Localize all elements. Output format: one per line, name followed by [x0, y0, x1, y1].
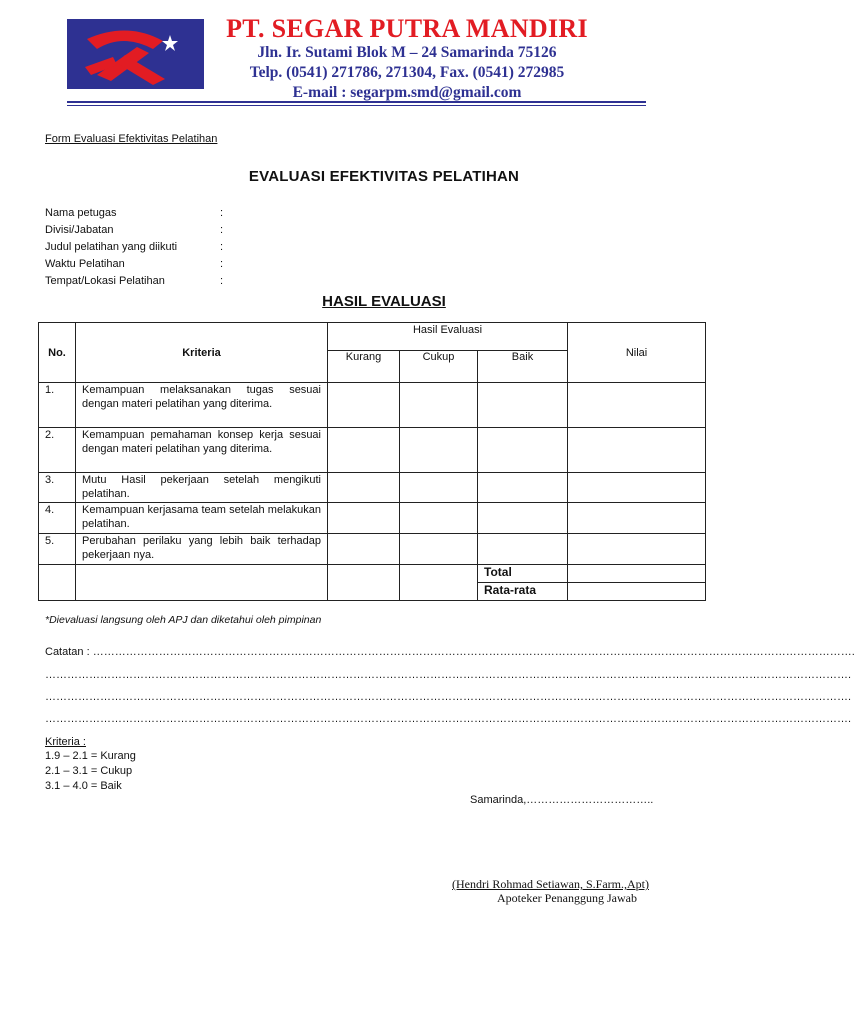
header-divider: [67, 101, 646, 103]
table-row: [39, 503, 706, 534]
average-value-cell[interactable]: [568, 583, 706, 601]
header-kurang: Kurang: [328, 351, 400, 383]
header-cukup: Cukup: [400, 351, 478, 383]
average-label: Rata-rata: [478, 583, 568, 601]
row-criteria: Mutu Hasil pekerjaan setelah mengikuti pelatihan.: [76, 473, 328, 503]
header-no: No.: [39, 323, 76, 383]
row-criteria: Kemampuan melaksanakan tugas sesuai dengan materi pelatihan yang diterima.: [76, 383, 328, 428]
header-result: Hasil Evaluasi: [328, 323, 568, 351]
catatan-line-3: ………………………………………………………………………………………………………………………………………………………………………………………………….: [45, 691, 852, 703]
blank-cell: [400, 565, 478, 601]
cell-nilai[interactable]: [568, 428, 706, 473]
row-criteria: Perubahan perilaku yang lebih baik terhadap pekerjaan nya.: [76, 534, 328, 565]
cell-nilai[interactable]: [568, 534, 706, 565]
field-label-nama: Nama petugas: [45, 207, 117, 219]
row-criteria: Kemampuan pemahaman konsep kerja sesuai dengan materi pelatihan yang diterima.: [76, 428, 328, 473]
blank-cell: [328, 565, 400, 601]
cell-nilai[interactable]: [568, 383, 706, 428]
field-label-waktu: Waktu Pelatihan: [45, 258, 125, 270]
cell-baik[interactable]: [478, 473, 568, 503]
cell-kurang[interactable]: [328, 473, 400, 503]
cell-baik[interactable]: [478, 534, 568, 565]
total-label: Total: [478, 565, 568, 583]
kriteria-line-baik: 3.1 – 4.0 = Baik: [45, 780, 122, 792]
cell-kurang[interactable]: [328, 383, 400, 428]
catatan-line-1: Catatan : ……………………………………………………………………………………………………………………………………………………………………………………….: [45, 646, 855, 658]
row-number: 4.: [39, 503, 76, 534]
cell-baik[interactable]: [478, 428, 568, 473]
header-criteria: Kriteria: [76, 323, 328, 383]
field-label-tempat: Tempat/Lokasi Pelatihan: [45, 275, 165, 287]
company-name: PT. SEGAR PUTRA MANDIRI: [226, 14, 588, 43]
header-nilai: Nilai: [568, 323, 706, 383]
cell-cukup[interactable]: [400, 534, 478, 565]
cell-kurang[interactable]: [328, 503, 400, 534]
table-row: [39, 428, 706, 473]
table-row: [39, 383, 706, 428]
field-colon-divisi: :: [220, 224, 224, 236]
field-colon-tempat: :: [220, 275, 224, 287]
cell-nilai[interactable]: [568, 473, 706, 503]
signer-name: (Hendri Rohmad Setiawan, S.Farm.,Apt): [452, 877, 649, 891]
cell-kurang[interactable]: [328, 428, 400, 473]
table-row: [39, 473, 706, 503]
blank-cell: [76, 565, 328, 601]
header-baik: Baik: [478, 351, 568, 383]
cell-kurang[interactable]: [328, 534, 400, 565]
cell-baik[interactable]: [478, 503, 568, 534]
row-number: 1.: [39, 383, 76, 428]
page-title: EVALUASI EFEKTIVITAS PELATIHAN: [248, 168, 520, 185]
field-colon-waktu: :: [220, 258, 224, 270]
catatan-line-4: ………………………………………………………………………………………………………………………………………………………………………………………………….: [45, 713, 852, 725]
field-colon-judul: :: [220, 241, 224, 253]
row-criteria: Kemampuan kerjasama team setelah melakukan pelatihan.: [76, 503, 328, 534]
section-title: HASIL EVALUASI: [322, 293, 446, 310]
signer-role: Apoteker Penanggung Jawab: [497, 891, 637, 905]
company-logo: [67, 19, 204, 89]
cell-cukup[interactable]: [400, 428, 478, 473]
cell-cukup[interactable]: [400, 503, 478, 534]
row-number: 5.: [39, 534, 76, 565]
cell-baik[interactable]: [478, 383, 568, 428]
evaluation-table: [38, 322, 706, 601]
field-label-divisi: Divisi/Jabatan: [45, 224, 114, 236]
cell-cukup[interactable]: [400, 473, 478, 503]
blank-cell: [39, 565, 76, 601]
field-label-judul: Judul pelatihan yang diikuti: [45, 241, 178, 253]
place-date: Samarinda,……………………………..: [470, 794, 654, 806]
header-divider-thin: [67, 105, 646, 106]
table-header-row: [39, 323, 706, 351]
company-email: E-mail : segarpm.smd@gmail.com: [292, 84, 522, 101]
company-phone: Telp. (0541) 271786, 271304, Fax. (0541) 272985: [249, 64, 565, 81]
company-address: Jln. Ir. Sutami Blok M – 24 Samarinda 75126: [257, 44, 557, 61]
kriteria-line-cukup: 2.1 – 3.1 = Cukup: [45, 765, 133, 777]
kriteria-heading: Kriteria :: [45, 736, 86, 748]
catatan-line-2: ………………………………………………………………………………………………………………………………………………………………………………………………….: [45, 669, 852, 681]
field-colon-nama: :: [220, 207, 224, 219]
cell-nilai[interactable]: [568, 503, 706, 534]
form-reference: Form Evaluasi Efektivitas Pelatihan: [45, 133, 218, 145]
kriteria-line-kurang: 1.9 – 2.1 = Kurang: [45, 750, 136, 762]
evaluation-note: *Dievaluasi langsung oleh APJ dan diketahui oleh pimpinan: [45, 614, 322, 626]
total-row: [39, 565, 706, 583]
row-number: 3.: [39, 473, 76, 503]
total-value-cell[interactable]: [568, 565, 706, 583]
company-logo-icon: [67, 19, 204, 89]
row-number: 2.: [39, 428, 76, 473]
table-row: [39, 534, 706, 565]
cell-cukup[interactable]: [400, 383, 478, 428]
